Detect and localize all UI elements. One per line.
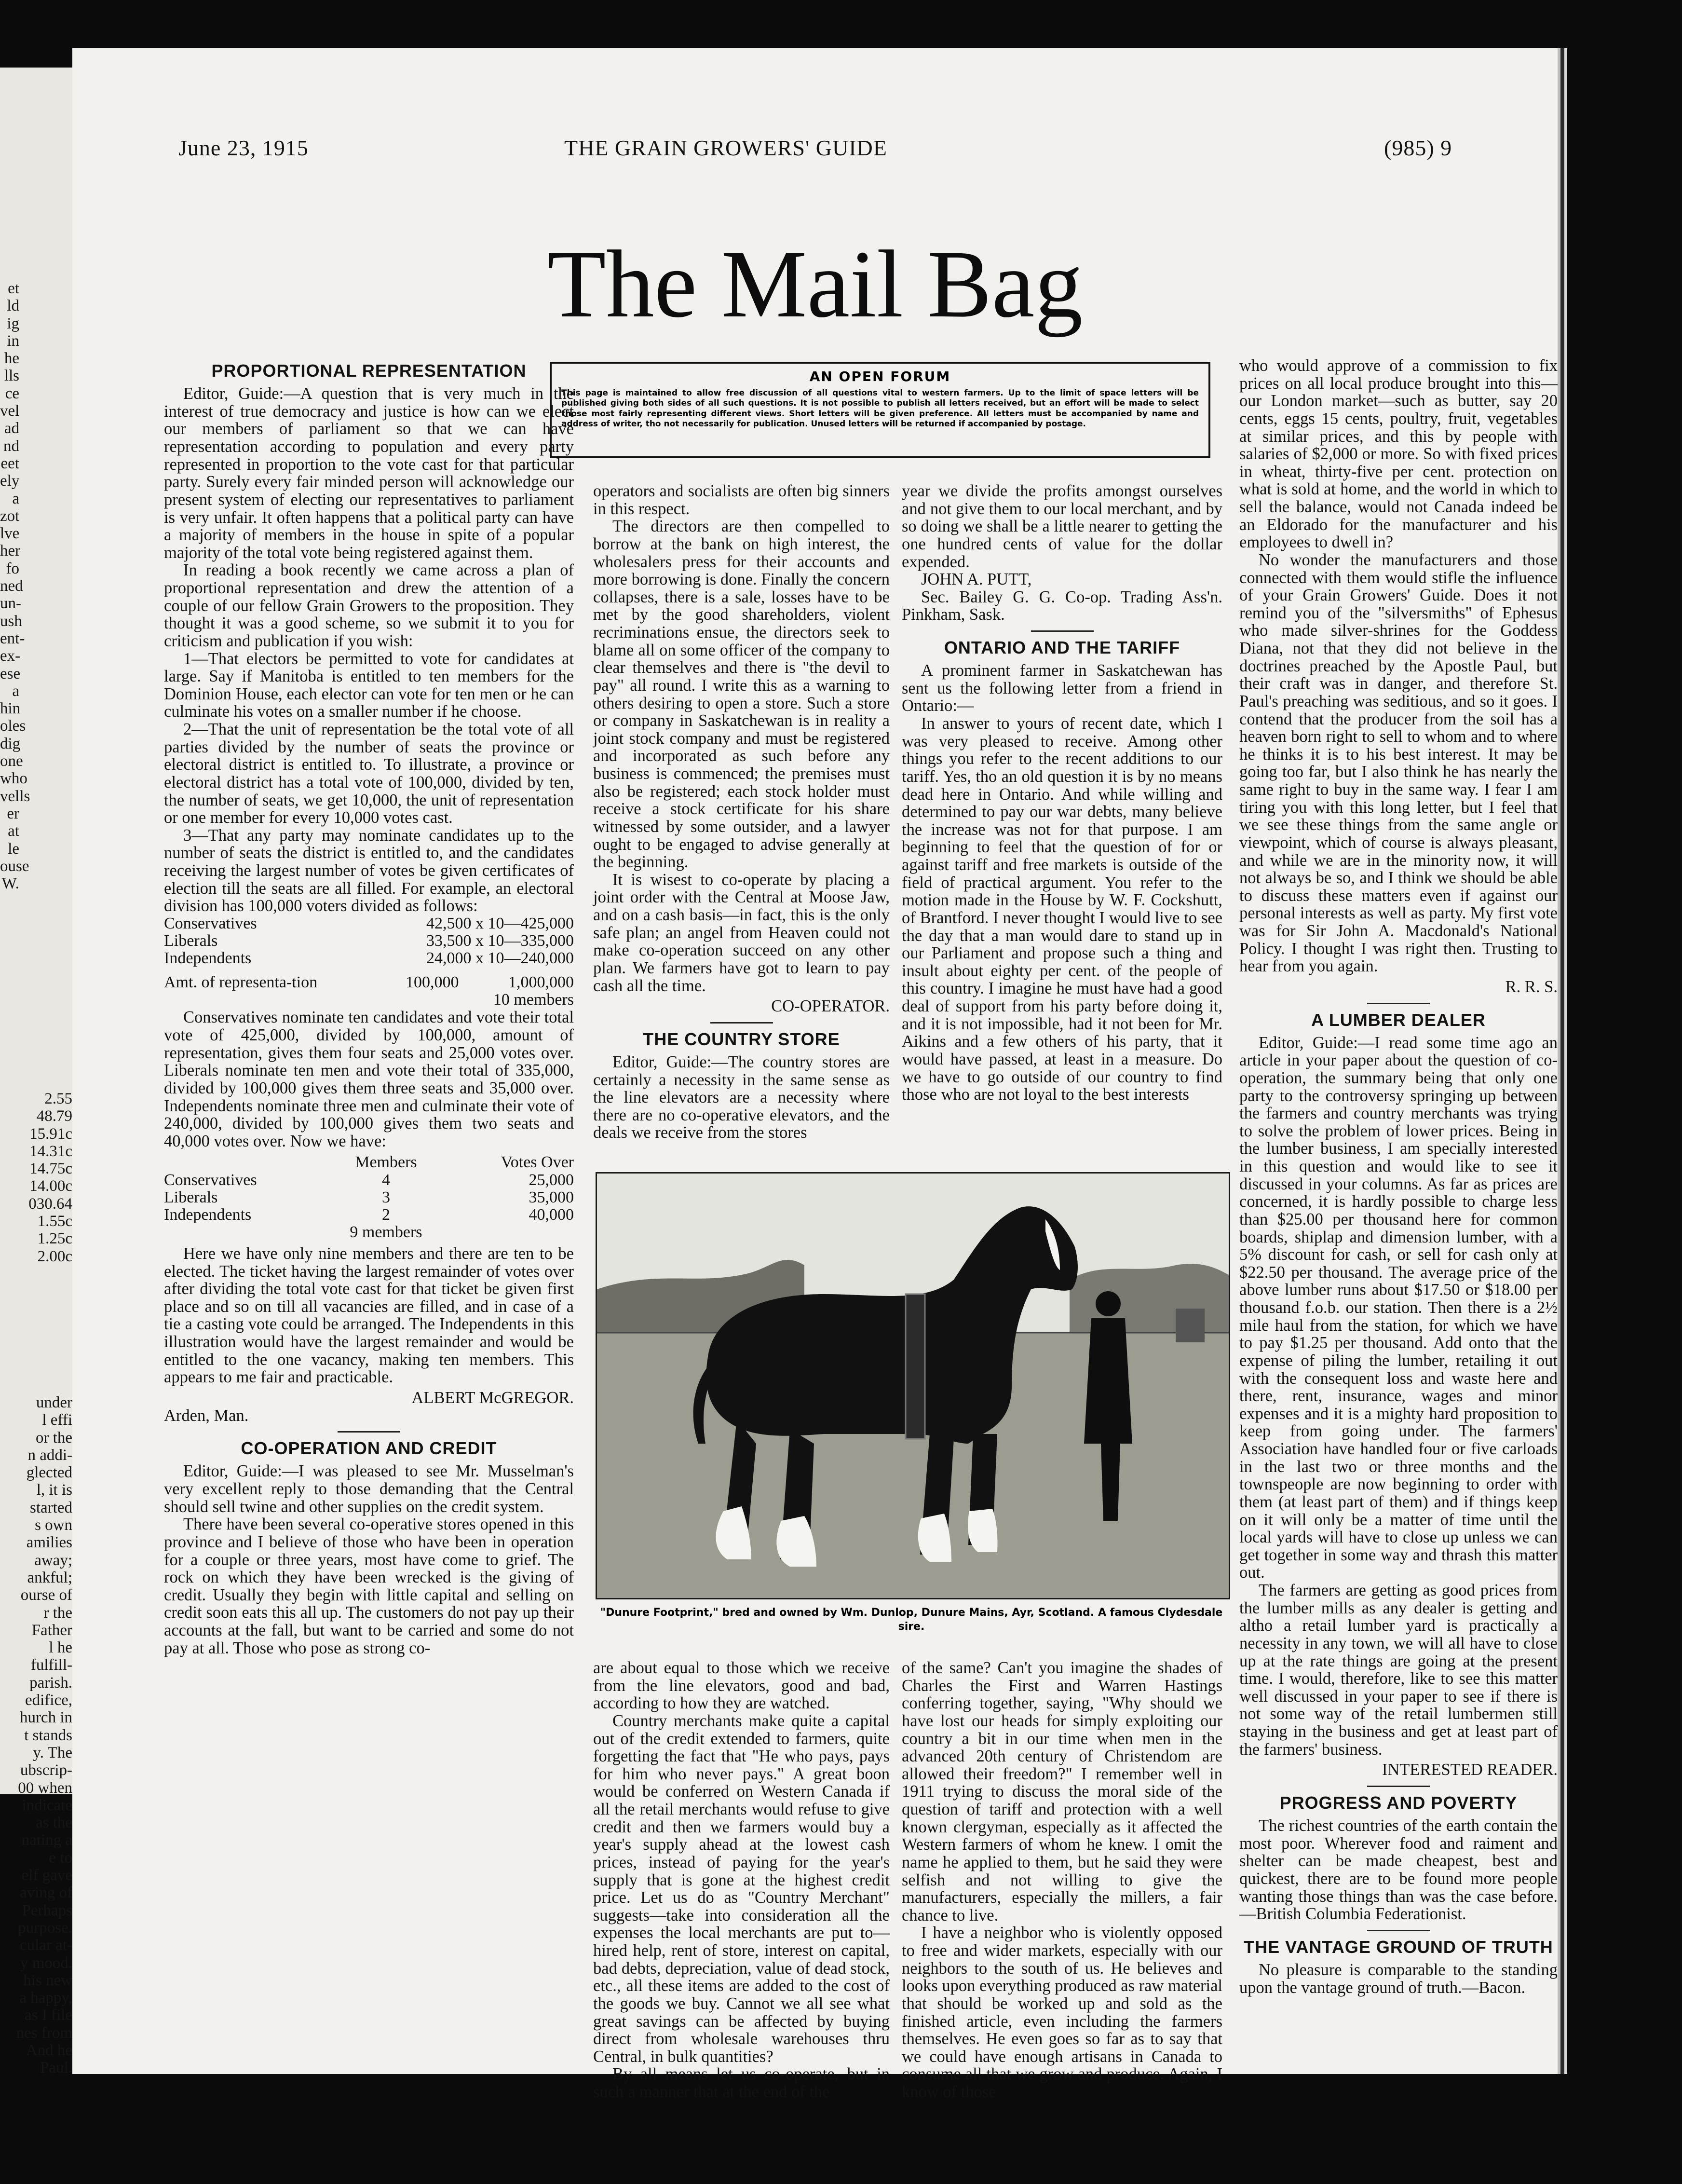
margin-fragment: 15.91c: [29, 1125, 72, 1143]
paragraph: Editor, Guide:—I was pleased to see Mr. Musselman's very excellent reply to those demanding that the Central should sell twine and other supplies on the credit system.: [164, 1462, 574, 1516]
margin-fragment: a: [12, 490, 19, 507]
open-forum-box: [550, 362, 1210, 458]
margin-fragment: dig: [0, 735, 21, 752]
place: Arden, Man.: [164, 1406, 249, 1425]
column-2-bottom: [593, 1659, 890, 2101]
calc: 42,500 x 10—425,000: [426, 914, 574, 932]
cell: 25,000: [529, 1171, 574, 1189]
margin-fragment: un-: [0, 595, 21, 613]
margin-fragment: l he: [49, 1639, 72, 1657]
column-2: [593, 482, 890, 1142]
signature: ALBERT McGREGOR.: [411, 1388, 574, 1407]
margin-fragment: away;: [34, 1551, 72, 1569]
vote-row: [164, 932, 574, 950]
margin-fragment: his new: [23, 1971, 72, 1989]
margin-fragment: W.: [1, 875, 19, 893]
margin-fragment: or the: [35, 1429, 72, 1447]
margin-fragment: he: [4, 350, 19, 368]
vote-row: [164, 915, 574, 932]
margin-fragment: 14.75c: [29, 1160, 72, 1178]
margin-fragment: 030.64: [28, 1195, 72, 1213]
paragraph: Editor, Guide:—The country stores are certainly a necessity in the same sense as the line elevators are a necessity where there are no co-operative elevators, and the deals we receive from the stores: [593, 1052, 890, 1142]
paragraph: The directors are then compelled to borrow at the bank on high interest, the wholesalers press for their accounts and more borrowing is done. Finally the concern collapses, there is a sale, losses have to be met by the good shareholders, violent recriminations ensue, the directors seek to blame all on some officer of the company to clear themselves and there is "the devil to pay" all round. I write this as a warning to others desiring to open a store. Such a store or company in Saskatchewan is in reality a joint stock company and must be registered and incorporated as such before any business is commenced; the premises must also be registered; each stock holder must receive a stock certificate for his share witnessed by some outsider, and a lawyer ought to be engaged to advise generally at the beginning.: [593, 517, 890, 872]
margin-fragment: ely: [0, 472, 20, 490]
margin-fragment: indicate: [22, 1796, 72, 1814]
col-header: Members: [355, 1153, 417, 1172]
col-header: Votes Over: [501, 1153, 574, 1172]
members-table: [164, 1154, 574, 1241]
margin-fragment: r the: [43, 1604, 72, 1622]
paragraph: No wonder the manufacturers and those connected with them would stifle the influence of your Grain Growers' Guide. Does it not remind you of the "silversmiths" of Ephesus who made silver-shrines for the Goddess Diana, not that they did not believe in the doctrines preached by the Apostle Paul, but their craft was in danger, and therefore St. Paul's preaching was seditious, and so it goes. I contend that the producer from the soil has a heaven born right to sell to whom and to where he thinks it is to his best interest. It may be going too far, but I also think he has nearly the same right to buy in the same way. I fear I am tiring you with this long letter, but I feel that we see these things from the same angle or viewpoint, which of course is always pleasant, and while we are in the minority now, it will not always be so, and I think we should be able to discuss these matters even if against our personal interests as well as party. My first vote was for Sir John A. Macdonald's National Policy. I thought I was right then. Trusting to hear from you again.: [1239, 550, 1558, 976]
margin-fragment: as I file: [25, 2007, 72, 2024]
margin-fragment: 14.00c: [29, 1177, 72, 1195]
party: Liberals: [164, 932, 218, 950]
horse-photo: [596, 1172, 1230, 1599]
masthead-title: The Mail Bag: [547, 231, 1083, 338]
column-4: [1239, 357, 1558, 1996]
signature: CO-OPERATOR.: [771, 997, 890, 1016]
margin-fragment: ush: [0, 612, 22, 630]
margin-fragment: 14.31c: [29, 1142, 72, 1160]
margin-fragment: vells: [0, 787, 30, 805]
photo-caption: "Dunure Footprint," bred and owned by Wm. Dunlop, Dunure Mains, Ayr, Scotland. A famous Clydesdale sire.: [600, 1607, 1223, 1633]
margin-fragment: Paul.: [40, 2059, 72, 2077]
paragraph: who would approve of a commission to fix prices on all local produce brought into this—our London market—such as butter, say 20 cents, eggs 15 cents, poultry, fruit, vegetables at similar prices, and this by people with salaries of $2,000 or more. So with fixed prices in wheat, thirty-five per cent. protection on what is sold at home, and the world in which to sell the balance, would not Canada indeed be an Eldorado for the manufacturer and his employees to dwell in?: [1239, 356, 1558, 552]
header-date: June 23, 1915: [178, 136, 309, 160]
margin-fragment: purpose.: [18, 1919, 72, 1937]
margin-fragment: as the: [35, 1814, 72, 1832]
amt-label: Amt. of representa-tion: [164, 973, 318, 992]
ten-members: 10 members: [493, 991, 574, 1009]
header-page-number: (985) 9: [1384, 136, 1452, 160]
margin-fragment: l, it is: [36, 1481, 72, 1499]
margin-fragment: hin: [0, 700, 21, 718]
margin-fragment: under: [36, 1394, 72, 1411]
clydesdale-horse-image: [597, 1174, 1229, 1598]
calc: 24,000 x 10—240,000: [426, 949, 574, 968]
margin-fragment: nd: [3, 437, 19, 455]
paragraph: are about equal to those which we receive from the line elevators, good and bad, according to how they are watched.: [593, 1659, 890, 1713]
margin-fragment: her: [0, 542, 21, 560]
signature-detail: Sec. Bailey G. G. Co-op. Trading Ass'n. Pinkham, Sask.: [902, 587, 1222, 624]
paragraph: 3—That any party may nominate candidates up to the number of seats the district is entitled to, and the candidates receiving the largest number of votes be given certificates of election till the seats are all filled. For example, an electoral division has 100,000 voters divided as follows:: [164, 826, 574, 915]
signature: R. R. S.: [1505, 977, 1558, 996]
margin-fragment: glected: [26, 1464, 72, 1482]
paragraph: In reading a book recently we came across a plan of proportional representation and drew the attention of a couple of our fellow Grain Growers to the proposition. They thought it was a good scheme, so we submit it to you for criticism and publication if you wish:: [164, 561, 574, 650]
margin-fragment: 1.25c: [37, 1230, 72, 1248]
party: Conservatives: [164, 914, 257, 932]
paragraph: Editor, Guide:—A question that is very much in the interest of true democracy and justice is how can we elect our members of parliament so that we can have representation according to population and every party represented in proportion to the vote cast for that particular party. Surely every fair minded person will acknowledge our present system of electing our representatives to parliament is very unfair. It often happens that a political party can have a majority of members in the house in spite of a popular majority of the total vote being registered against them.: [164, 384, 574, 562]
column-3-bottom: [902, 1659, 1222, 2101]
cell: 3: [381, 1188, 390, 1206]
paragraph: The richest countries of the earth contain the most poor. Wherever food and raiment and shelter can be made cheapest, best and quickest, there are to be found more people wanting those things than was the case before.—British Columbia Federationist.: [1239, 1816, 1558, 1924]
vote-row: [164, 950, 574, 967]
paragraph: In answer to yours of recent date, which I was very pleased to receive. Among other things you refer to the recent additions to our tariff. Yes, tho an old question it is by no means dead here in Ontario. And while willing and determined to pay our war debts, many believe the increase was not for that purpose. I am beginning to feel that the question of for or against tariff and free markets is outside of the field of practical argument. You refer to the motion made in the House by W. F. Cockshutt, of Brantford. I never thought I would live to see the day that a man would dare to stand up in our Parliament and propose such a thing and insult about eighty per cent. of the people of this country. I imagine he must have had a good deal of support from his party before doing it, and it is not impossible, had it not been for Mr. Aikins and a few others of his party, that it would have passed, at least in a measure. Do we have to go outside of our country to find those who are not loyal to the best interests: [902, 714, 1222, 1104]
column-3: [902, 482, 1222, 1104]
margin-fragment: And he: [26, 2041, 72, 2059]
heading-ontario-tariff: ONTARIO AND THE TARIFF: [944, 638, 1180, 657]
margin-fragment: y mood.: [20, 1954, 72, 1972]
paragraph: It is wisest to co-operate by placing a joint order with the Central at Moose Jaw, and on a cash basis—in fact, this is the only safe plan; an angel from Heaven could not make co-operation succeed on any other plan. We farmers have got to learn to pay cash all the time.: [593, 870, 890, 995]
margin-fragment: aving of: [19, 1884, 72, 1902]
facing-page-fragments-lower: [0, 1394, 72, 2077]
heading-proportional-representation: PROPORTIONAL REPRESENTATION: [211, 361, 527, 381]
margin-fragment: lls: [4, 367, 19, 385]
separator: [338, 1431, 400, 1433]
separator: [710, 1022, 773, 1024]
margin-fragment: l effi: [42, 1411, 72, 1429]
margin-fragment: ubscrip-: [20, 1761, 72, 1779]
paragraph: Conservatives nominate ten candidates and vote their total vote of 425,000, divided by 100,000, amount of representation, gives them four seats and 25,000 votes over. Liberals nominate ten men and vote their total of 335,000, divided by 100,000 gives them three seats and 35,000 over. Independents nominate three men and culminate their vote of 240,000, divided by 100,000 gives them two seats and 40,000 votes over. Now we have:: [164, 1008, 574, 1150]
nine-members: 9 members: [350, 1223, 422, 1241]
paragraph: There have been several co-operative stores opened in this province and I believe of those who have been in operation for a couple or three years, most have come to grief. The rock on which they have been wrecked is the giving of credit. Usually they begin with little capital and selling on credit soon eats this all up. The customers do not pay up their accounts at the fall, but want to be carried and some do not pay at all. Those who pose as strong co-: [164, 1515, 574, 1657]
facing-page-numbers: [0, 1090, 72, 1265]
heading-vantage-ground: THE VANTAGE GROUND OF TRUTH: [1244, 1937, 1553, 1957]
margin-fragment: one: [0, 752, 23, 770]
header-publication: THE GRAIN GROWERS' GUIDE: [564, 136, 887, 160]
amount-table: [164, 974, 574, 1009]
paragraph: Editor, Guide:—I read some time ago an article in your paper about the question of co-operation, the summary being that only one party to the controversy springing up between the farmers and country merchants was trying to solve the problem of lower prices. Being in the lumber business, I am specially interested in this question and would like to see it discussed in your columns. As far as prices are concerned, it is hardly possible to charge less than $25.00 per thousand here for common boards, shiplap and dimension lumber, with a 5% discount for cash, or sell for cash only at $22.50 per thousand. The average price of the above lumber runs about $17.50 or $18.00 per thousand f.o.b. our station. Then there is a 2½ mile haul from the station, for which we have to pay $1.25 per thousand. Add onto that the expense of piling the lumber, retailing it out with the consequent loss and waste here and there, rent, insurance, wages and minor expenses and it is a mighty hard proposition to keep from going under. The farmers' Association have handled four or five carloads in the last two or three months and the townspeople are now beginning to order with them (at least part of them) and if things keep on it will only be a matter of time until the local yards will have to close up unless we can get together in some way and thrash this matter out.: [1239, 1033, 1558, 1582]
margin-fragment: hurch in: [19, 1709, 72, 1727]
margin-fragment: eet: [0, 454, 19, 472]
newspaper-page: [72, 48, 1558, 2101]
margin-fragment: started: [30, 1499, 72, 1516]
margin-fragment: elf gave: [21, 1867, 72, 1884]
margin-fragment: 2.55: [44, 1090, 72, 1107]
margin-fragment: ad: [4, 420, 19, 437]
margin-fragment: Father: [31, 1621, 72, 1639]
heading-lumber-dealer: A LUMBER DEALER: [1311, 1010, 1486, 1030]
margin-fragment: a: [12, 682, 19, 700]
cell: 40,000: [529, 1205, 574, 1224]
separator: [1031, 630, 1094, 632]
open-forum-text: This page is maintained to allow free discussion of all questions vital to western farmers. Up to the limit of space letters will be published giving both sides of all such questions. It is not possible to publish all letters received, but an effort will be made to select those most fairly representing different views. Short letters will be given preference. All letters must be accompanied by name and address of writer, tho not necessarily for publication. Unused letters will be returned if accompanied by postage.: [561, 388, 1199, 429]
margin-fragment: ig: [7, 314, 19, 332]
facing-page-fragments-upper: [0, 280, 30, 893]
margin-fragment: s own: [35, 1516, 72, 1534]
margin-fragment: 00 when: [18, 1779, 72, 1797]
cell: Liberals: [164, 1188, 218, 1206]
margin-fragment: 2.00c: [37, 1247, 72, 1265]
paragraph: No pleasure is comparable to the standing upon the vantage ground of truth.—Bacon.: [1239, 1961, 1558, 1997]
margin-fragment: 48.79: [36, 1107, 72, 1125]
column-1: [164, 362, 574, 1657]
margin-fragment: 1.55c: [37, 1213, 72, 1230]
paragraph: 1—That electors be permitted to vote for candidates at large. Say if Manitoba is entitled to ten members for the Dominion House, each elector can vote for ten men or he can culminate his votes on a smaller number if he choose.: [164, 649, 574, 721]
paragraph: 2—That the unit of representation be the total vote of all parties divided by the number of seats the province or electoral district is entitled to. To illustrate, a province or electoral district has a total vote of 100,000, divided by ten, the number of seats, we get 10,000, the unit of representation or one member for every 10,000 votes cast.: [164, 720, 574, 827]
margin-fragment: a happy,: [19, 1989, 72, 2007]
signature: JOHN A. PUTT,: [921, 570, 1032, 589]
separator: [1367, 1003, 1430, 1004]
margin-fragment: fo: [6, 560, 19, 577]
margin-fragment: ce: [5, 384, 19, 402]
margin-fragment: er at: [7, 805, 19, 840]
paragraph: The farmers are getting as good prices from the lumber mills as any dealer is getting and altho a retail lumber yard is practically a necessity in any town, we will all have to close up at the rate things are going at the present time. I would, therefore, like to see this matter well discussed in your paper to see if there is not some way of the retail lumbermen still staying in the business and get at least part of the farmers' business.: [1239, 1581, 1558, 1759]
margin-fragment: edifice,: [25, 1692, 72, 1709]
paragraph: I have a neighbor who is violently opposed to free and wider markets, especially with our neighbors to the south of us. He believes and looks upon everything produced as raw material that should be worked up and sold as the finished article, even including the farmers themselves. He even goes so far as to say that we could have enough artisans in Canada to consume all that we grow and produce. Again, I know of those: [902, 1924, 1222, 2101]
margin-fragment: parish.: [29, 1674, 72, 1692]
margin-fragment: ned: [0, 577, 23, 595]
margin-fragment: ankful;: [27, 1569, 72, 1586]
margin-fragment: ourse of: [20, 1586, 72, 1604]
cell: 2: [381, 1205, 390, 1224]
cell: 4: [381, 1171, 390, 1189]
margin-fragment: le: [8, 840, 19, 858]
margin-fragment: nating a: [21, 1831, 72, 1849]
separator: [1367, 1786, 1430, 1787]
margin-fragment: nes from: [16, 2024, 72, 2042]
paragraph: year we divide the profits amongst ourselves and not give them to our local merchant, and by so doing we shall be a little nearer to getting the one hundred cents of value for the dollar expended.: [902, 482, 1222, 571]
cell: Conservatives: [164, 1171, 257, 1189]
paragraph: Country merchants make quite a capital out of the credit extended to farmers, quite forgetting the fact that "He who pays, pays for him who never pays." A great boon would be conferred on Western Canada if all the retail merchants would refuse to give credit and then we farmers would buy a year's supply ahead at the lowest cash prices, instead of paying for the year's supply that is gone at the highest credit price. Let us do as "Country Merchant" suggests—take into consideration all the expenses the local merchants are put to—hired help, rent of store, interest on capital, bad debts, depreciation, value of dead stock, etc., all these items are added to the cost of the goods we buy. Cannot we all see what great savings can be affected by buying direct from wholesale warehouses thru Central, in bulk quantities?: [593, 1711, 890, 2066]
vote-table: [164, 915, 574, 967]
paragraph: By all means let us co-operate, but in such a manner that at the end of the: [593, 2065, 890, 2101]
calc: 33,500 x 10—335,000: [426, 932, 574, 950]
margin-fragment: et: [8, 280, 19, 297]
party: Independents: [164, 949, 252, 968]
heading-cooperation-and-credit: CO-OPERATION AND CREDIT: [241, 1438, 497, 1459]
heading-country-store: THE COUNTRY STORE: [643, 1029, 840, 1049]
margin-fragment: fulfill-: [30, 1656, 72, 1674]
heading-progress-poverty: PROGRESS AND POVERTY: [1279, 1792, 1518, 1813]
amt-unit: 100,000: [406, 973, 459, 992]
amt-total: 1,000,000: [508, 973, 574, 992]
margin-fragment: ld: [7, 297, 19, 315]
margin-fragment: n addi-: [27, 1446, 72, 1464]
cell: Independents: [164, 1205, 252, 1224]
margin-fragment: who: [0, 770, 27, 788]
open-forum-title: AN OPEN FORUM: [809, 369, 951, 384]
paragraph: of the same? Can't you imagine the shades of Charles the First and Warren Hastings conferring together, saying, "Why should we have lost our heads for simply exploiting our country a bit in our time when men in the advanced 20th century of Christendom are allowed their freedom?" I remember well in 1911 trying to discuss the moral side of the question of tariff and protection with a well known clergyman, especially as it affected the Western farmers of whom he knew. I omit the name he applied to them, but he said they were selfish and not willing to give the manufacturers, especially the millers, a fair chance to live.: [902, 1659, 1222, 1925]
margin-fragment: oles: [0, 717, 26, 735]
paragraph: Here we have only nine members and there are ten to be elected. The ticket having the largest remainder of votes over after dividing the total vote cast for that ticket be given first place and so on till all vacancies are filled, and in case of a tie a casting vote could be arranged. The Independents in this illustration would have the largest remainder and would be entitled to the one vacancy, making ten members. This appears to me fair and practicable.: [164, 1244, 574, 1387]
margin-fragment: cular at-: [19, 1937, 72, 1954]
margin-fragment: Perhaps: [22, 1901, 72, 1919]
margin-fragment: vel: [0, 402, 20, 420]
margin-fragment: ouse: [0, 857, 29, 875]
margin-fragment: ese: [0, 665, 21, 682]
paragraph: A prominent farmer in Saskatchewan has sent us the following letter from a friend in Ontario:—: [902, 661, 1222, 715]
margin-fragment: lve: [0, 525, 20, 543]
margin-fragment: e to: [49, 1849, 72, 1867]
margin-fragment: ent-: [0, 629, 25, 647]
margin-fragment: amilies: [26, 1534, 72, 1552]
margin-fragment: t stands: [24, 1726, 72, 1744]
signature: INTERESTED READER.: [1382, 1761, 1558, 1779]
margin-fragment: in: [7, 332, 19, 350]
cell: 35,000: [529, 1188, 574, 1206]
separator: [1367, 1930, 1430, 1931]
paragraph: operators and socialists are often big sinners in this respect.: [593, 482, 890, 518]
margin-fragment: ex-: [0, 647, 21, 665]
margin-fragment: y. The: [33, 1744, 72, 1761]
margin-fragment: zot: [0, 507, 20, 525]
